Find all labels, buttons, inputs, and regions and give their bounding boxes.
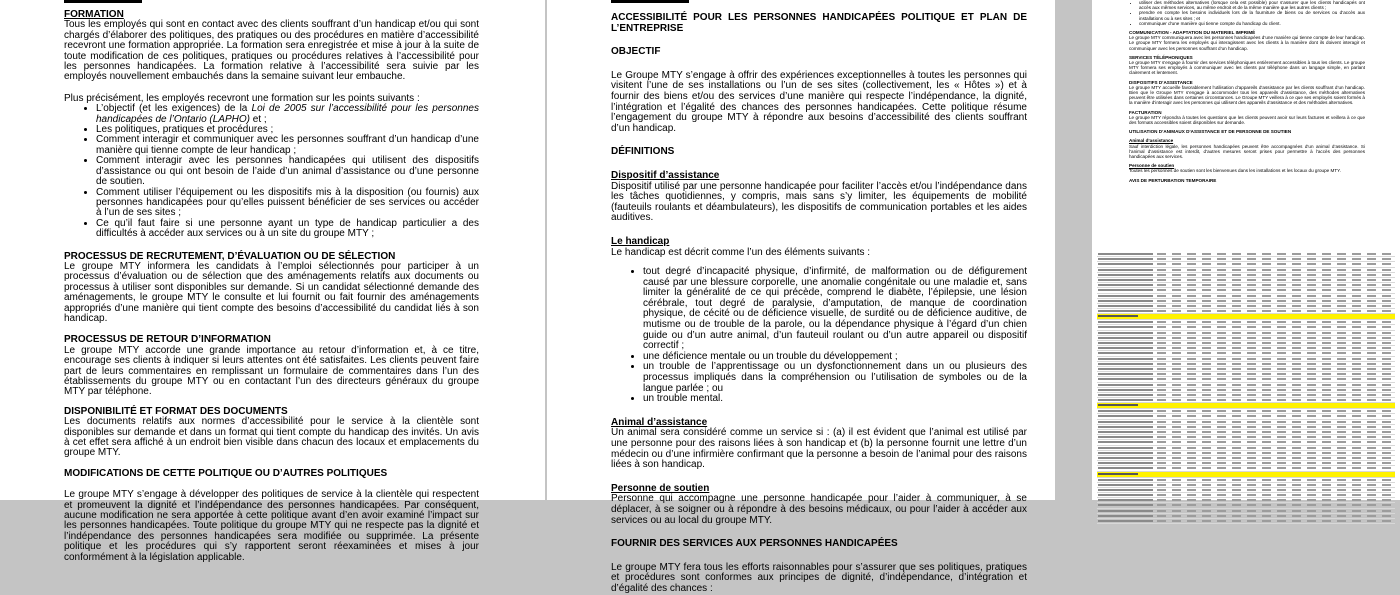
row-cells xyxy=(1157,394,1393,396)
modifications-paragraph: Le groupe MTY s’engage à développer des politiques de service à la clientèle qui respectent et promeuvent la dignité et l’indépendance des personnes handicapées. Par conséquent, aucune modification ne sera apportée à cette politique avant d’en avoir examiné l’impact sur les personnes handicapées. Toute politique du groupe MTY qui ne respecte pas la dignité et l’indépendance des personnes handicapées sera modifiée ou supprimée. La présente politique et les procédures qui s’y rapportent seront réexaminées et mises à jour conformément à la législation applicable. xyxy=(64,489,479,563)
animal-paragraph: Un animal sera considéré comme un service si : (a) il est évident que l’animal est utilisé par une personne pour des raisons liées à son handicap et (b) la personne fournit une lettre d’un médecin ou d’une infirmière confirmant que la personne a besoin de l’animal pour des raisons liées à son handicap. xyxy=(611,427,1027,471)
page-3-content xyxy=(1129,0,1365,183)
retour-heading: PROCESSUS DE RETOUR D’INFORMATION xyxy=(64,334,271,346)
row-cells xyxy=(1157,431,1393,433)
page-2-content xyxy=(611,13,1027,595)
list-item: • utiliser des méthodes alternatives (lorsque cela est possible) pour s’assurer que les clients handicapés ont accès aux mêmes services, au même endroit et de la même manière que les autres clients ; xyxy=(1139,0,1365,10)
dispositifs-heading: DISPOSITIFS D’ASSISTANCE xyxy=(1129,79,1193,85)
list-item: • tout degré d’incapacité physique, d’infirmité, de malformation ou de défigurement causé par une blessure corporelle, une anomalie congénitale ou une maladie et, sans limiter la généralité de ce qui précède, comprend le diabète, l’épilepsie, une lésion cérébrale, tout degré de paralysie, d’amputation, de manque de coordination physique, de cécité ou de déficience visuelle, de surdité ou de déficience auditive, de mutisme ou de trouble de la parole, ou la dépendance physique à l’égard d’un chien guide ou d’un autre animal, d’un fauteuil roulant ou d’un autre appareil ou dispositif correctif ; xyxy=(643,267,1027,352)
communication-heading: COMMUNICATION - ADAPTATION DU MATERIEL IMPRIMÉ xyxy=(1129,30,1256,36)
row-cells xyxy=(1157,462,1393,464)
formation-list xyxy=(64,104,479,239)
soutien-subheading: Personne de soutien xyxy=(1129,163,1175,169)
row-label xyxy=(1098,431,1153,433)
row-label xyxy=(1098,368,1153,370)
row-label xyxy=(1098,457,1153,459)
list-item: • un trouble mental. xyxy=(643,394,1027,405)
row-cells xyxy=(1157,305,1393,307)
document-page-2 xyxy=(547,0,1055,594)
animaux-heading: UTILISATION D’ANIMAUX D’ASSISTANCE ET DE PERSONNE DE SOUTIEN xyxy=(1129,129,1292,135)
recrutement-paragraph: Le groupe MTY informera les candidats à l’emploi sélectionnés pour participer à un processus d’évaluation ou de sélection que des aménagements relatifs aux documents ou processus à utiliser sont disponibles sur demande. Si un candidat sélectionné demande des aménagements, le groupe MTY le consulte et lui fournit ou fait fournir des aménagements appropriés d’une manière qui tient compte des besoins d’accessibilité du candidat liés à son handicap. xyxy=(64,260,479,324)
list-item: • Comment utiliser l’équipement ou les dispositifs mis à la disposition (ou fournis) aux personnes handicapées pour qu’elles puissent bénéficier de ses services ou accéder à l’un de ses sites ; xyxy=(96,188,479,219)
row-cells xyxy=(1157,358,1393,360)
row-cells xyxy=(1157,504,1393,506)
animal-paragraph: Sauf interdiction légale, les personnes handicapées peuvent être accompagnées d’un animal d’assistance. Si l’animal d’assistance est interdit, d’autres mesures seront prises pour permettre à l’accès des personnes handicapées aux services. xyxy=(1129,143,1365,160)
row-label xyxy=(1098,394,1153,396)
row-label xyxy=(1098,462,1153,464)
telephone-paragraph: Le groupe MTY s’engage à fournir des services téléphoniques entièrement accessibles à tous les clients. Le groupe MTY formera ses employés à communiquer avec les clients par téléphone dans un langage simple, en parlant clairement et lentement. xyxy=(1129,60,1365,76)
row-label xyxy=(1098,373,1153,375)
row-label xyxy=(1098,310,1153,312)
row-cells xyxy=(1157,253,1393,255)
row-cells xyxy=(1157,436,1393,438)
row-cells xyxy=(1157,447,1393,449)
row-label xyxy=(1098,363,1153,365)
avis-heading: AVIS DE PERTURBATION TEMPORAIRE xyxy=(1129,177,1217,183)
row-label xyxy=(1098,399,1153,401)
row-label xyxy=(1098,358,1153,360)
row-cells xyxy=(1157,373,1393,375)
row-label xyxy=(1098,520,1153,522)
row-label xyxy=(1098,263,1153,265)
row-cells xyxy=(1157,441,1393,443)
modifications-heading: MODIFICATIONS DE CETTE POLITIQUE OU D’AUTRES POLITIQUES xyxy=(64,467,388,479)
table-row xyxy=(1097,519,1395,524)
dispositifs-paragraph: Le groupe MTY accueille favorablement l’utilisation d’appareils d’assistance par les clients souffrant d’un handicap. Bien que le Groupe MTY s’engage à accommoder tous les appareils d’assistance, des méthodes alternatives peuvent être utilisées dans certaines circonstances. Le Groupe MTY veillera à ce que ses employés soient formés à la manière d’interagir avec les personnes qui utilisent des appareils d’assistance et des méthodes alternatives. xyxy=(1129,84,1365,106)
row-label xyxy=(1098,515,1153,517)
page-top-rule xyxy=(64,0,142,3)
list-item-text: et ; xyxy=(249,113,267,125)
menu-table xyxy=(1097,252,1395,524)
row-label xyxy=(1098,441,1153,443)
row-cells xyxy=(1157,321,1393,323)
animal-subheading: Animal d’assistance xyxy=(1129,138,1174,144)
row-cells xyxy=(1157,269,1393,271)
row-label xyxy=(1098,337,1153,339)
document-page-1 xyxy=(0,0,545,563)
row-cells xyxy=(1157,415,1393,417)
handicap-intro: Le handicap est décrit comme l’un des éléments suivants : xyxy=(611,246,871,258)
row-cells xyxy=(1157,258,1393,260)
row-cells xyxy=(1157,426,1393,428)
section-label xyxy=(1098,315,1138,317)
row-label xyxy=(1098,378,1153,380)
row-label xyxy=(1098,494,1153,496)
soutien-paragraph: Personne qui accompagne une personne handicapée pour l’aider à communiquer, à se déplacer, à se soigner ou à répondre à des besoins médicaux, ou pour l’aider à accéder aux services ou au local du groupe MTY. xyxy=(611,493,1027,526)
row-label xyxy=(1098,410,1153,412)
row-label xyxy=(1098,279,1153,281)
list-item: • communiquer d’une manière qui tienne compte du handicap du client. xyxy=(1139,21,1365,26)
row-label xyxy=(1098,347,1153,349)
row-label xyxy=(1098,342,1153,344)
formation-intro: Plus précisément, les employés recevront une formation sur les points suivants : xyxy=(64,92,420,104)
list-item-text: L’objectif (et les exigences) de la xyxy=(96,103,252,115)
row-label xyxy=(1098,384,1153,386)
fournir-heading: FOURNIR DES SERVICES AUX PERSONNES HANDICAPÉES xyxy=(611,538,898,550)
row-label xyxy=(1098,274,1153,276)
animal-heading: Animal d’assistance xyxy=(611,416,708,428)
row-label xyxy=(1098,269,1153,271)
list-item: • un trouble de l’apprentissage ou un dysfonctionnement dans un ou plusieurs des processus impliqués dans la compréhension ou l’utilisation de symboles ou de la langue parlée ; ou xyxy=(643,362,1027,394)
row-label xyxy=(1098,352,1153,354)
row-cells xyxy=(1157,352,1393,354)
disponibilite-paragraph: Les documents relatifs aux normes d’accessibilité pour le service à la clientèle sont disponibles sur demande et dans un format qui tient compte du handicap des invités. Un avis à cet effet sera affiché à un endroit bien visible dans chacun des locaux et emplacements du groupe MTY. xyxy=(64,416,479,459)
row-label xyxy=(1098,326,1153,328)
row-cells xyxy=(1157,515,1393,517)
row-label xyxy=(1098,258,1153,260)
row-cells xyxy=(1157,289,1393,291)
row-cells xyxy=(1157,489,1393,491)
row-cells xyxy=(1157,399,1393,401)
retour-paragraph: Le groupe MTY accorde une grande importance au retour d’information et, à ce titre, encourage ses clients à indiquer si leurs attentes ont été satisfaites. Les clients peuvent faire part de leurs commentaires en remplissant un formulaire de commentaires dans l’un des établissements du groupe MTY ou en contactant l’un des directeurs généraux du groupe MTY par téléphone. xyxy=(64,344,479,398)
communication-paragraph: Le groupe MTY communiquera avec les personnes handicapées d’une manière qui tienne compte de leur handicap. Le groupe MTY formera les employés qui interagissent avec les clients à la manière dont ils doivent interagir et communiquer avec les personnes souffrant d’un handicap. xyxy=(1129,35,1365,51)
row-cells xyxy=(1157,452,1393,454)
row-label xyxy=(1098,305,1153,307)
disponibilite-heading: DISPONIBILITÉ ET FORMAT DES DOCUMENTS xyxy=(64,405,288,417)
row-cells xyxy=(1157,421,1393,423)
row-label xyxy=(1098,332,1153,334)
formation-paragraph: Tous les employés qui sont en contact avec des clients souffrant d’un handicap et/ou qui sont chargés d’élaborer des politiques, des pratiques ou des procédures en matière d’accessibilité recevront une formation appropriée. La formation sera enregistrée et mise à jour à la suite de toute modification de ces politiques, pratiques ou procédures relatives à l’accessibilité pour les personnes handicapées. La formation relative à l’accessibilité sera suivie par les employés nouvellement embauchés dans la semaine suivant leur embauche. xyxy=(64,19,479,83)
list-item: • Comment interagir avec les personnes handicapées qui utilisent des dispositifs d’assistance ou qui ont besoin de l’aide d’un animal d’assistance ou d’une personne de soutien. xyxy=(96,156,479,187)
objectif-paragraph: Le Groupe MTY s’engage à offrir des expériences exceptionnelles à toutes les personnes qui visitent l’une de ses installations ou l’un de ses sites (collectivement, les « Hôtes ») et à fournir des biens et/ou des services d’une manière qui respecte l’indépendance, la dignité, l’intégration et l’égalité des chances des personnes handicapées. Cette politique résume l’engagement du groupe MTY à répondre aux besoins d’accessibilité des clients souffrant d’un handicap. xyxy=(611,69,1027,134)
list-item: • prendre en compte les besoins individuels lors de la fourniture de biens ou de services ou d’accès aux installations ou à ses sites ; et xyxy=(1139,10,1365,20)
row-cells xyxy=(1157,337,1393,339)
section-label xyxy=(1098,404,1138,406)
row-cells xyxy=(1157,457,1393,459)
list-item: • Ce qu’il faut faire si une personne ayant un type de handicap particulier a des difficultés à accéder aux services ou à un site du groupe MTY ; xyxy=(96,219,479,240)
row-label xyxy=(1098,284,1153,286)
principles-list xyxy=(1129,0,1365,26)
row-label xyxy=(1098,499,1153,501)
list-item: • Comment interagir et communiquer avec les personnes souffrant d’un handicap d’une manière qui tienne compte de leur handicap ; xyxy=(96,135,479,156)
row-label xyxy=(1098,489,1153,491)
row-label xyxy=(1098,426,1153,428)
page-top-rule xyxy=(611,0,689,3)
row-cells xyxy=(1157,295,1393,297)
row-cells xyxy=(1157,520,1393,522)
row-cells xyxy=(1157,494,1393,496)
row-cells xyxy=(1157,499,1393,501)
formation-heading: FORMATION xyxy=(64,9,124,20)
row-label xyxy=(1098,436,1153,438)
row-cells xyxy=(1157,347,1393,349)
row-label xyxy=(1098,295,1153,297)
row-cells xyxy=(1157,410,1393,412)
objectif-heading: OBJECTIF xyxy=(611,46,661,58)
page-1-content xyxy=(64,10,479,563)
recrutement-heading: PROCESSUS DE RECRUTEMENT, D’ÉVALUATION OU DE SÉLECTION xyxy=(64,250,396,262)
row-cells xyxy=(1157,279,1393,281)
row-cells xyxy=(1157,378,1393,380)
row-label xyxy=(1098,452,1153,454)
row-label xyxy=(1098,289,1153,291)
row-label xyxy=(1098,467,1153,469)
row-label xyxy=(1098,504,1153,506)
row-label xyxy=(1098,253,1153,255)
row-label xyxy=(1098,510,1153,512)
row-label xyxy=(1098,421,1153,423)
list-item: • Les politiques, pratiques et procédures ; xyxy=(96,125,479,135)
row-label xyxy=(1098,479,1153,481)
row-label xyxy=(1098,300,1153,302)
row-cells xyxy=(1157,284,1393,286)
facturation-heading: FACTURATION xyxy=(1129,109,1162,115)
row-cells xyxy=(1157,484,1393,486)
list-item xyxy=(96,104,479,125)
fournir-paragraph: Le groupe MTY fera tous les efforts raisonnables pour s’assurer que ses politiques, pratiques et procédures sont conformes aux principes de dignité, d’indépendance, d’intégration et d’égalité des chances : xyxy=(611,561,1027,594)
row-label xyxy=(1098,415,1153,417)
row-cells xyxy=(1157,342,1393,344)
row-cells xyxy=(1157,479,1393,481)
definitions-heading: DÉFINITIONS xyxy=(611,146,675,158)
handicap-heading: Le handicap xyxy=(611,235,670,247)
row-cells xyxy=(1157,510,1393,512)
row-cells xyxy=(1157,368,1393,370)
row-cells xyxy=(1157,363,1393,365)
facturation-paragraph: Le groupe MTY répondra à toutes les questions que les clients peuvent avoir sur leurs factures et veillera à ce que des formats accessibles soient disponibles sur demande. xyxy=(1129,114,1365,126)
soutien-paragraph: Toutes les personnes de soutien sont les bienvenues dans les installations et les locaux du groupe MTY. xyxy=(1129,168,1341,174)
row-cells xyxy=(1157,326,1393,328)
dispositif-heading: Dispositif d’assistance xyxy=(611,169,720,181)
document-page-3 xyxy=(1092,0,1400,500)
handicap-list xyxy=(611,267,1027,405)
row-cells xyxy=(1157,467,1393,469)
row-cells xyxy=(1157,384,1393,386)
row-cells xyxy=(1157,332,1393,334)
row-cells xyxy=(1157,310,1393,312)
row-cells xyxy=(1157,263,1393,265)
law-reference: Loi de 2005 sur l’accessibilité pour les personnes handicapées de l’Ontario (LAPHO) xyxy=(96,103,479,125)
dispositif-paragraph: Dispositif utilisé par une personne handicapée pour faciliter l’accès et/ou l’indépendance dans les tâches quotidiennes, y compris, mais sans s’y limiter, les équipements de mobilité (fauteuils roulants et déambulateurs), les dispositifs de communication portables et les aides auditives. xyxy=(611,180,1027,224)
row-label xyxy=(1098,321,1153,323)
row-cells xyxy=(1157,389,1393,391)
telephone-heading: SERVICES TÉLÉPHONIQUES xyxy=(1129,54,1193,60)
row-cells xyxy=(1157,274,1393,276)
row-cells xyxy=(1157,300,1393,302)
list-item: • une déficience mentale ou un trouble du développement ; xyxy=(643,352,1027,363)
row-label xyxy=(1098,484,1153,486)
soutien-heading: Personne de soutien xyxy=(611,482,710,494)
row-label xyxy=(1098,447,1153,449)
policy-title: ACCESSIBILITÉ POUR LES PERSONNES HANDICAPÉES POLITIQUE ET PLAN DE L’ENTREPRISE xyxy=(611,12,1027,34)
row-label xyxy=(1098,389,1153,391)
section-label xyxy=(1098,473,1138,475)
